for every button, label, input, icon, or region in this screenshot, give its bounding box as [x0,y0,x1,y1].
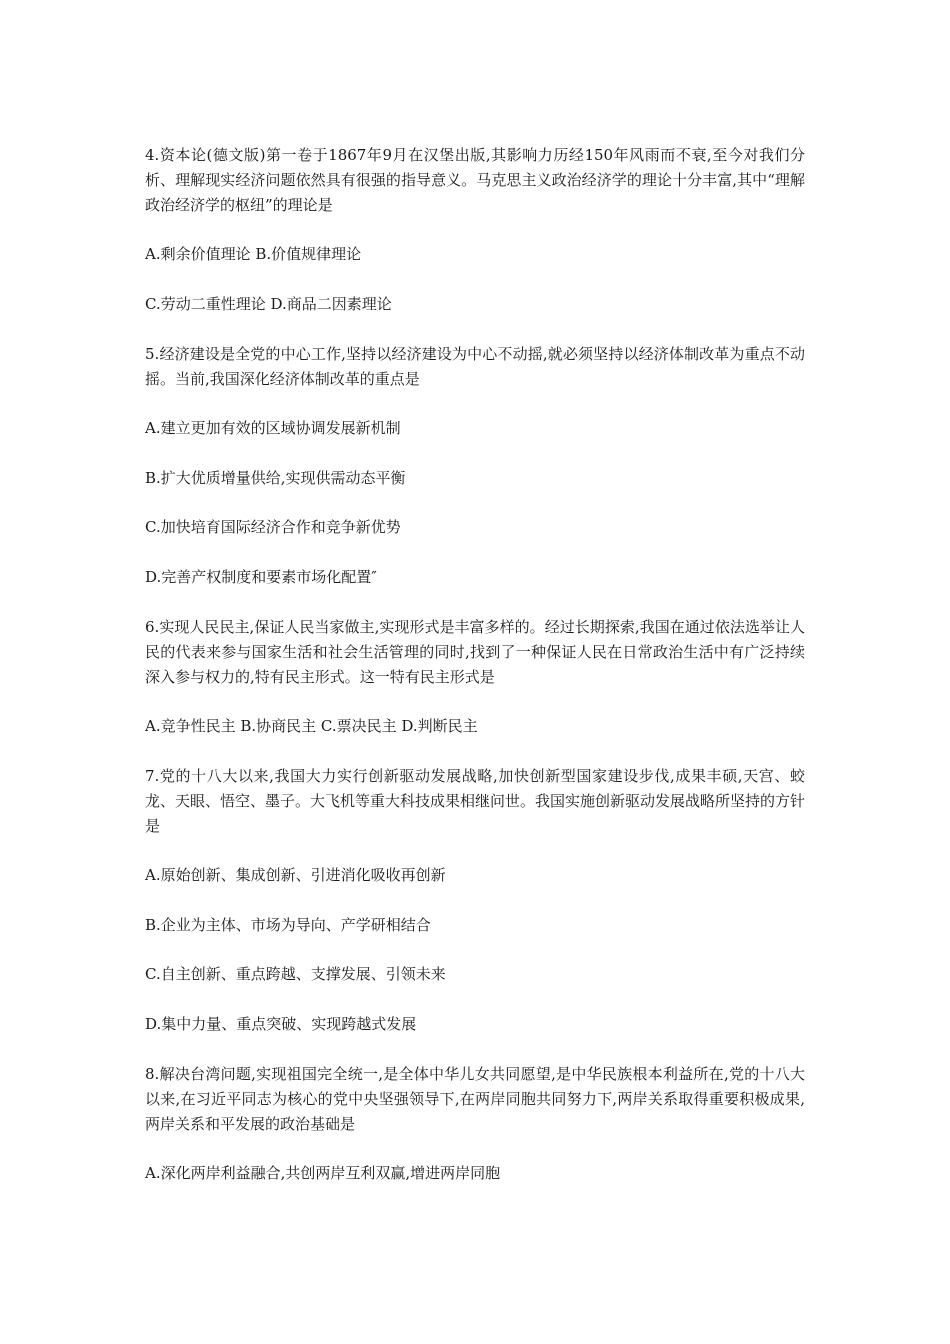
question-5-option-b: B.扩大优质增量供给,实现供需动态平衡 [145,469,406,487]
question-6-stem: 6.实现人民民主,保证人民当家做主,实现形式是丰富多样的。经过长期探索,我国在通过依法选举让人民的代表来参与国家生活和社会生活管理的同时,找到了一种保证人民在日常政治生活中有广泛持续深入参与权力的,特有民主形式。这一特有民主形式是 [145,618,805,686]
question-7-stem: 7.党的十八大以来,我国大力实行创新驱动发展战略,加快创新型国家建设步伐,成果丰硕,天宫、蛟龙、天眼、悟空、墨子。大飞机等重大科技成果相继问世。我国实施创新驱动发展战略所坚持的方针是 [145,767,806,835]
question-7-option-a: A.原始创新、集成创新、引进消化吸收再创新 [145,866,446,884]
question-5-option-a: A.建立更加有效的区域协调发展新机制 [145,419,401,437]
question-4-options-line-1: A.剩余价值理论 B.价值规律理论 [145,245,362,263]
question-4-options-line-2: C.劳动二重性理论 D.商品二因素理论 [145,295,392,313]
question-5-stem: 5.经济建设是全党的中心工作,坚持以经济建设为中心不动摇,就必须坚持以经济体制改革为重点不动摇。当前,我国深化经济体制改革的重点是 [145,345,805,388]
question-7-option-d: D.集中力量、重点突破、实现跨越式发展 [145,1015,417,1033]
question-4-stem: 4.资本论(德文版)第一卷于1867年9月在汉堡出版,其影响力历经150年风雨而不衰,至今对我们分析、理解现实经济问题依然具有很强的指导意义。马克思主义政治经济学的理论十分丰富,其中“理解政治经济学的枢纽”的理论是 [145,146,805,214]
question-7-option-c: C.自主创新、重点跨越、支撑发展、引领未来 [145,965,446,983]
question-6-options-line: A.竞争性民主 B.协商民主 C.票决民主 D.判断民主 [145,717,478,735]
question-5-option-d: D.完善产权制度和要素市场化配置″ [145,568,377,586]
question-8-option-a: A.深化两岸利益融合,共创两岸互利双赢,增进两岸同胞 [145,1164,501,1182]
question-5-option-c: C.加快培育国际经济合作和竞争新优势 [145,518,401,536]
question-7-option-b: B.企业为主体、市场为导向、产学研相结合 [145,916,431,934]
question-8-stem: 8.解决台湾问题,实现祖国完全统一,是全体中华儿女共同愿望,是中华民族根本利益所在,党的十八大以来,在习近平同志为核心的党中央坚强领导下,在两岸同胞共同努力下,两岸关系取得重要积极成果,两岸关系和平发展的政治基础是 [145,1065,805,1133]
